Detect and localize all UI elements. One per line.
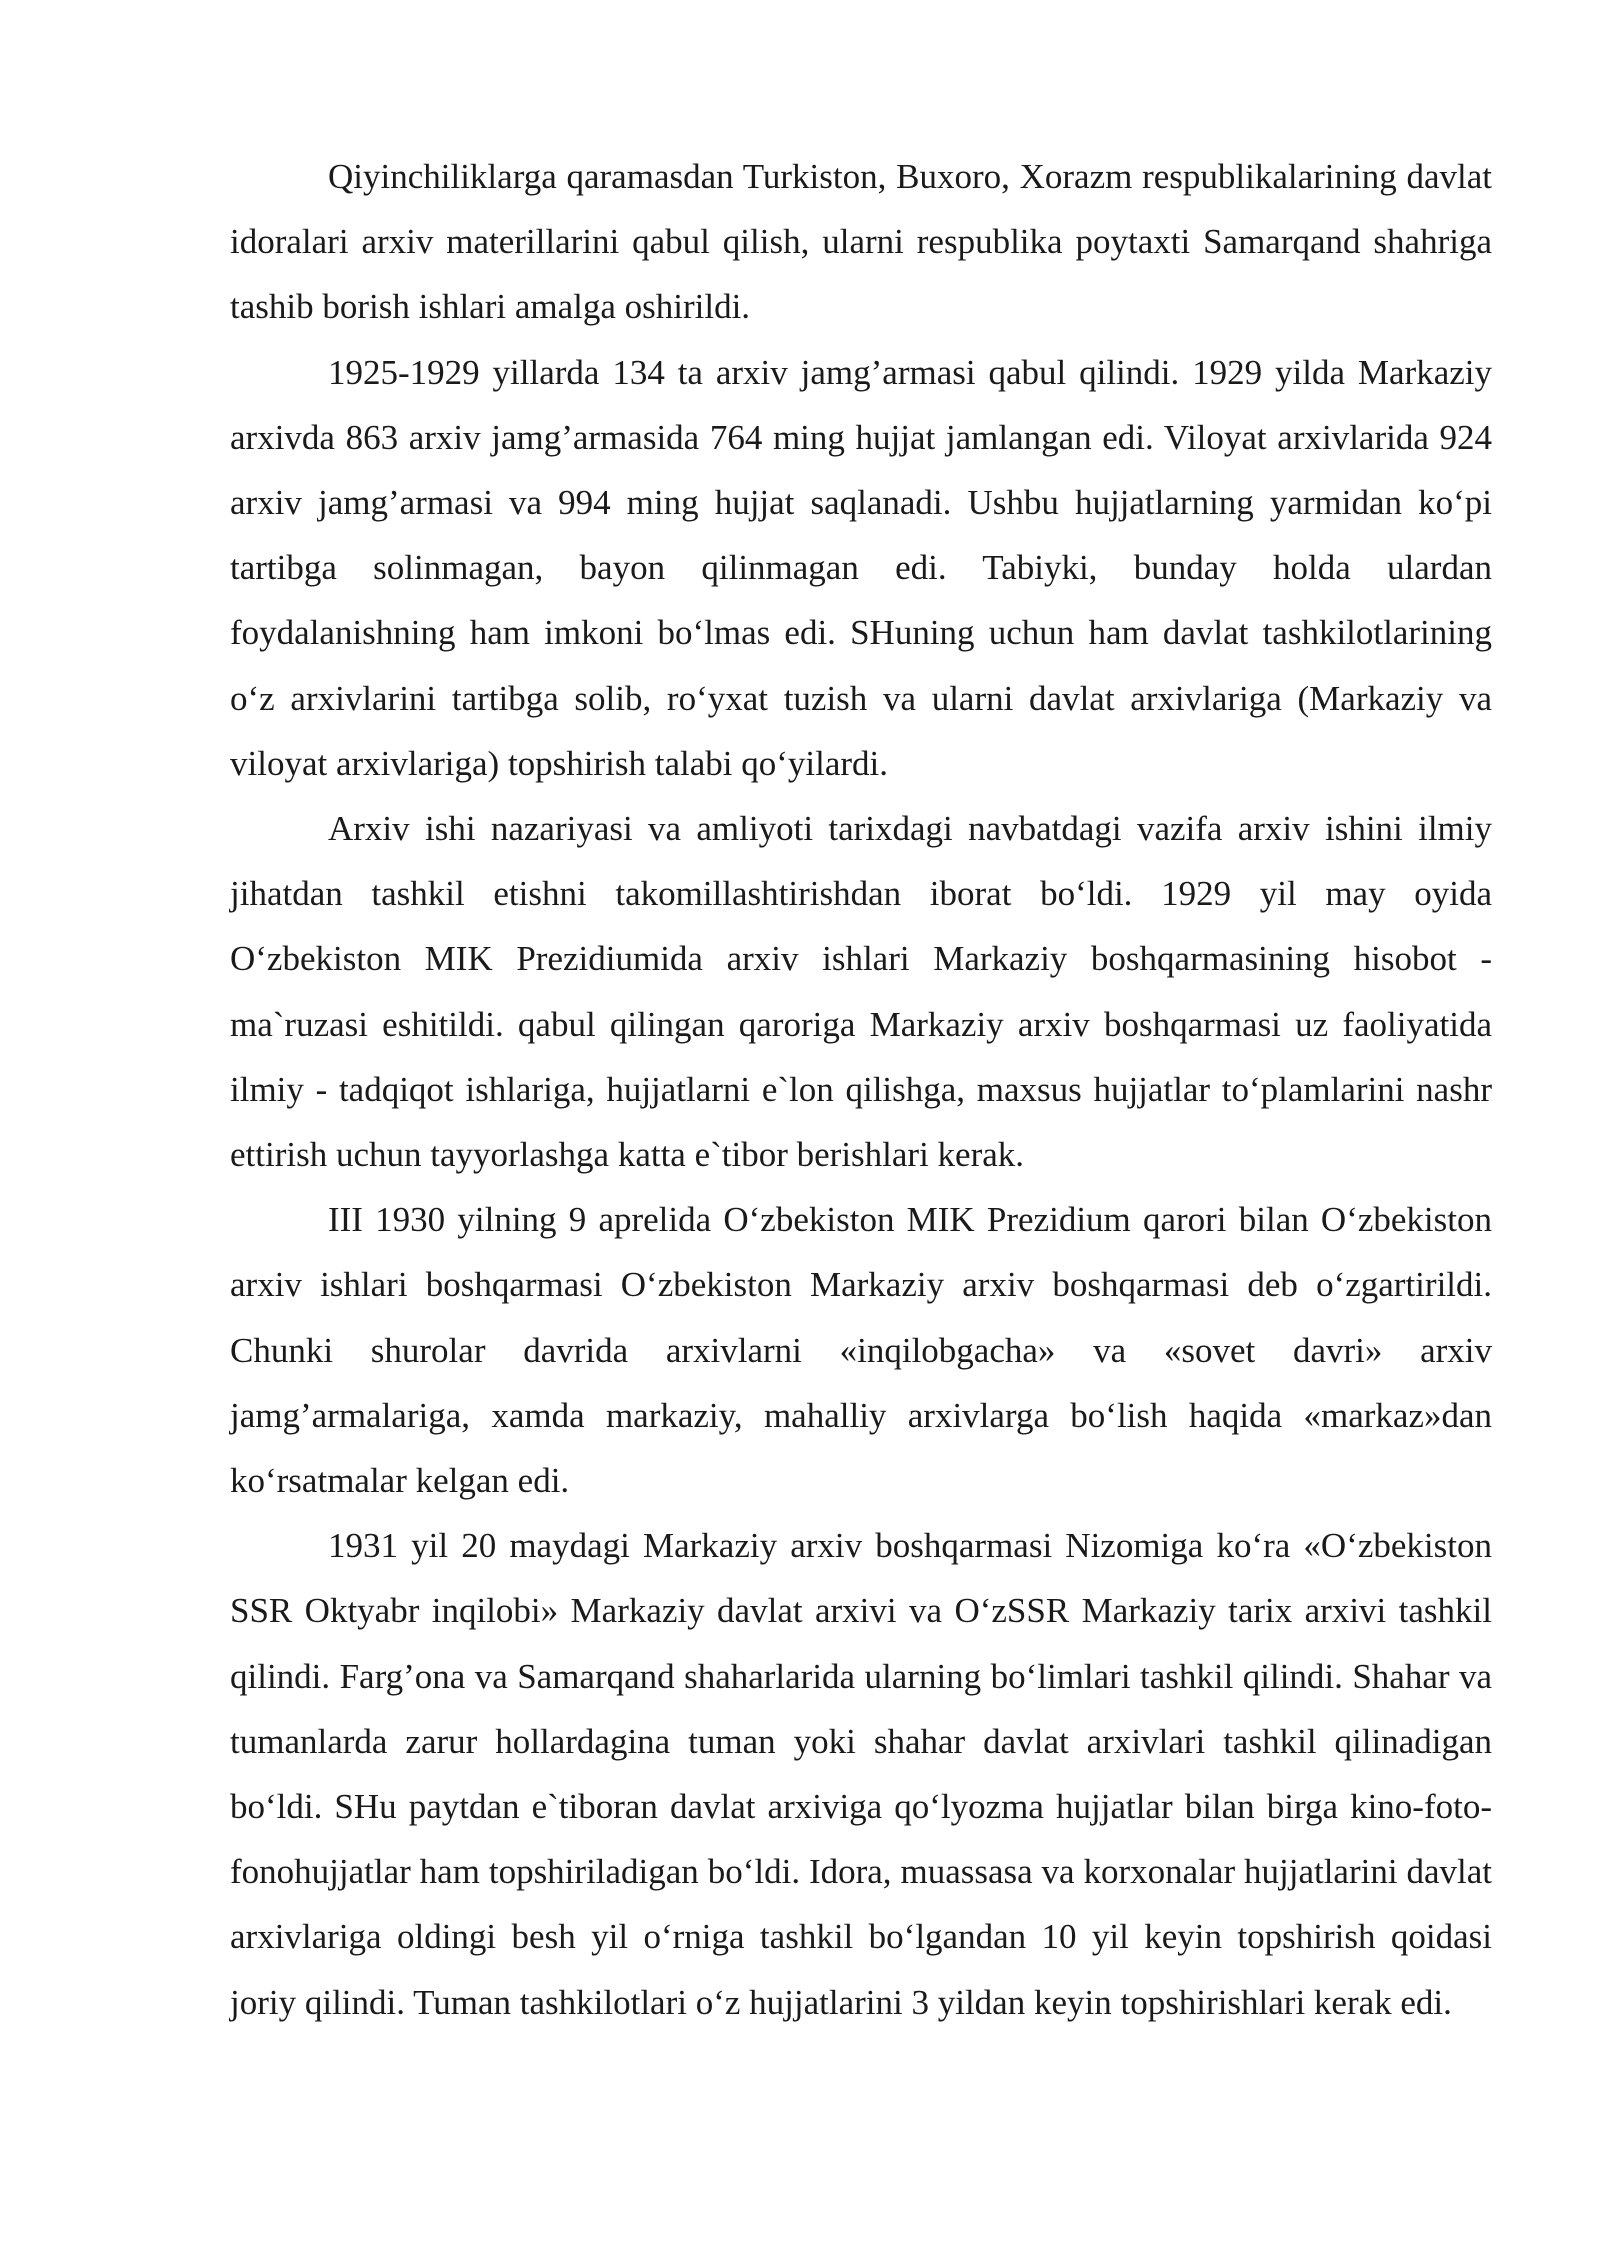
paragraph-4: III 1930 yilning 9 aprelida O‘zbekiston MIK Prezidium qarori bilan O‘zbekiston arxiv ishlari boshqarmasi O‘zbekiston Markaziy arxiv boshqarmasi deb o‘zgartirildi. Chunki shurolar davrida arxivlarni «inqilobgacha» va «sovet davri» arxiv jamg’armalariga, xamda markaziy, mahalliy arxivlarga bo‘lish haqida «markaz»dan ko‘rsatmalar kelgan edi. [230, 1200, 1492, 1501]
paragraph-1: Qiyinchiliklarga qaramasdan Turkiston, Buxoro, Xorazm respublikalarining davlat idoralari arxiv materillarini qabul qilish, ularni respublika poytaxti Samarqand shahriga tashib borish ishlari amalga oshirildi. [230, 157, 1492, 327]
document-body [230, 144, 1492, 2035]
paragraph-2: 1925-1929 yillarda 134 ta arxiv jamg’armasi qabul qilindi. 1929 yilda Markaziy arxivda 863 arxiv jamg’armasida 764 ming hujjat jamlangan edi. Viloyat arxivlarida 924 arxiv jamg’armasi va 994 ming hujjat saqlanadi. Ushbu hujjatlarning yarmidan ko‘pi tartibga solinmagan, bayon qilinmagan edi. Tabiyki, bunday holda ulardan foydalanishning ham imkoni bo‘lmas edi. SHuning uchun ham davlat tashkilotlarining o‘z arxivlarini tartibga solib, ro‘yxat tuzish va ularni davlat arxivlariga (Markaziy va viloyat arxivlariga) topshirish talabi qo‘yilardi. [230, 352, 1492, 783]
paragraph-3: Arxiv ishi nazariyasi va amliyoti tarixdagi navbatdagi vazifa arxiv ishini ilmiy jihatdan tashkil etishni takomillashtirishdan iborat bo‘ldi. 1929 yil may oyida O‘zbekiston MIK Prezidiumida arxiv ishlari Markaziy boshqarmasining hisobot - ma`ruzasi eshitildi. qabul qilingan qaroriga Markaziy arxiv boshqarmasi uz faoliyatida ilmiy - tadqiqot ishlariga, hujjatlarni e`lon qilishga, maxsus hujjatlar to‘plamlarini nashr ettirish uchun tayyorlashga katta e`tibor berishlari kerak. [230, 809, 1492, 1175]
paragraph-5: 1931 yil 20 maydagi Markaziy arxiv boshqarmasi Nizomiga ko‘ra «O‘zbekiston SSR Oktyabr inqilobi» Markaziy davlat arxivi va O‘zSSR Markaziy tarix arxivi tashkil qilindi. Farg’ona va Samarqand shaharlarida ularning bo‘limlari tashkil qilindi. Shahar va tumanlarda zarur hollardagina tuman yoki shahar davlat arxivlari tashkil qilinadigan bo‘ldi. SHu paytdan e`tiboran davlat arxiviga qo‘lyozma hujjatlar bilan birga kino-foto-fonohujjatlar ham topshiriladigan bo‘ldi. Idora, muassasa va korxonalar hujjatlarini davlat arxivlariga oldingi besh yil o‘rniga tashkil bo‘lgandan 10 yil keyin topshirish qoidasi joriy qilindi. Tuman tashkilotlari o‘z hujjatlarini 3 yildan keyin topshirishlari kerak edi. [230, 1526, 1492, 2022]
